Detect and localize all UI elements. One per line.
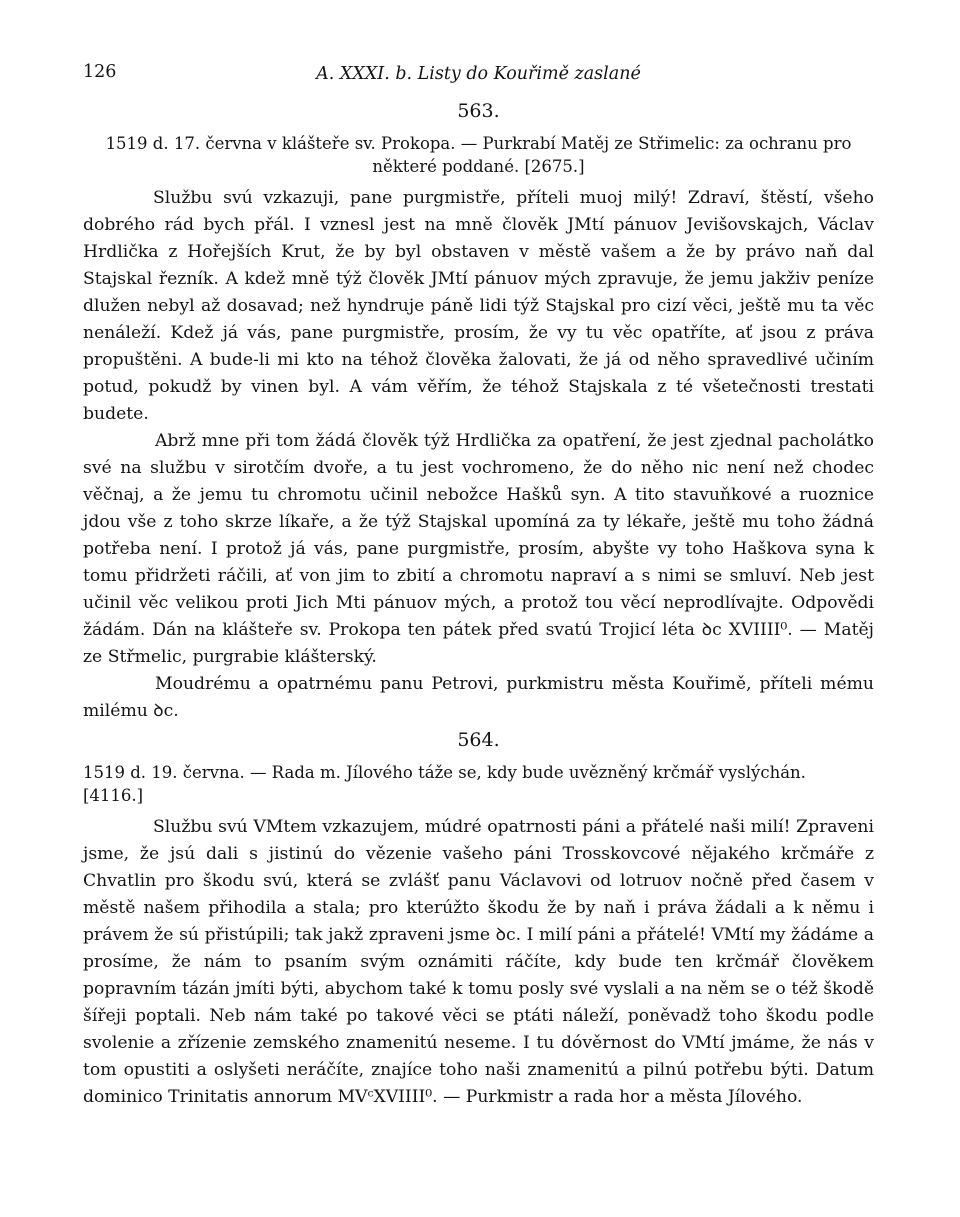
letter-paragraph: Službu svú VMtem vzkazujem, múdré opatrnosti páni a přátelé naši milí! Zpraveni jsme, že jsú dali s jistinú do vězenie vašeho páni Trosskovcové nějakého krčmáře z Chvatlin pro škodu svú, která se zvlášť panu Václavovi od lotruov nočně před časem v městě našem přihodila a stala; pro kterúžto škodu že by naň i práva žádali a k němu i právem že sú přistúpili; tak jakž zpraveni jsme ꝺc. I milí páni a přátelé! VMtí my žádáme a prosíme, že nám to psaním svým oznámiti ráčíte, kdy bude ten krčmář člověkem popravním tázán jmíti býti, abychom také k tomu posly své vyslali a na něm se o též škodě šířeji poptali. Neb nám také po takové věci se ptáti náleží, poněvadž toho škodu podle svolenie a zřízenie zemského znamenitú neseme. I tu dóvěrnost do VMtí jmáme, že nás v tom opustiti a oslyšeti neráčíte, znajíce toho naši znamenitú a pilnú potřebu býti. Datum dominico Trinitatis annorum MVᶜXVIIII⁰. — Purkmistr a rada hor a města Jílového. [83,817,874,1107]
letter-563 [83,100,874,725]
running-head [83,62,874,92]
document-number: 563. [457,100,500,122]
letter-paragraph: Službu svú vzkazuji, pane purgmistře, příteli muoj milý! Zdraví, štěstí, všeho dobrého rád bych přál. I vznesl jest na mně člověk JMtí pánuov Jevišovskajch, Václav Hrdlička z Hořejších Krut, že by byl obstaven v městě vašem a že by právo naň dal Stajskal řezník. A kdež mně týž člověk JMtí pánuov mých zpravuje, že jemu jakživ peníze dlužen nebyl až dosavad; než hyndruje páně lidi týž Stajskal pro cizí věci, ještě mu ta věc nenáleží. Kdež já vás, pane purgmistře, prosím, že vy tu věc opatříte, ať jsou z práva propuštěni. A bude-li mi kto na téhož člověka žalovati, že já od něho spravedlivé učiním potud, pokudž by vinen byl. A vám věřím, že téhož Stajskala z té všetečnosti trestati budete. [83,188,874,424]
letter-564 [83,729,874,1111]
page-number: 126 [83,62,117,82]
regest: 1519 d. 17. června v klášteře sv. Prokopa. — Purkrabí Matěj ze Střimelic: za ochranu pro některé poddané. [2675.] [105,134,852,176]
running-title: A. XXXI. b. Listy do Kouřimě zaslané [316,64,641,84]
regest: 1519 d. 19. června. — Rada m. Jílového táže se, kdy bude uvězněný krčmář vyslýchán. [4116.] [83,763,806,805]
letter-address: Moudrému a opatrnému panu Petrovi, purkmistru města Kouřimě, příteli mému milému ꝺc. [83,674,874,721]
letter-paragraph: Abrž mne při tom žádá člověk týž Hrdlička za opatření, že jest zjednal pacholátko své na službu v sirotčím dvoře, a tu jest vochromeno, že do něho nic není než chodec věčnaj, a že jemu tu chromotu učinil nebožce Hašků syn. A tito stavuňkové a ruoznice jdou vše z toho skrze líkaře, a že týž Stajskal upomíná za ty lékaře, ještě mu toho žádná potřeba není. I protož já vás, pane purgmistře, prosím, abyšte vy toho Haškova syna k tomu přidržeti ráčili, ať von jim to zbití a chromotu napraví a s nimi se smluví. Neb jest učinil věc velikou proti Jich Mti pánuov mých, a protož tou věcí neprodlívajte. Odpovědi žádám. Dán na klášteře sv. Prokopa ten pátek před svatú Trojicí léta ꝺc XVIIII⁰. — Matěj ze Střmelic, purgrabie klášterský. [83,431,874,667]
document-number: 564. [457,729,500,751]
